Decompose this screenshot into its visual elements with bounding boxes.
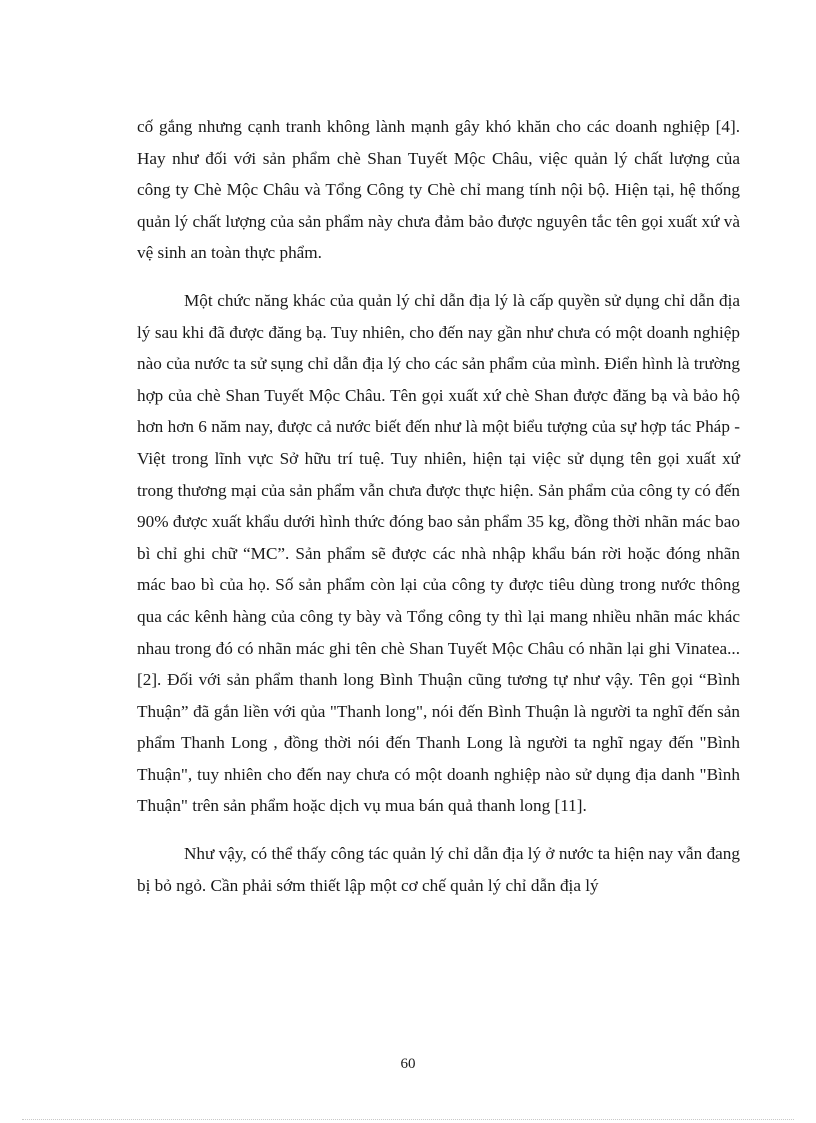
body-text (137, 111, 740, 901)
paragraph-1: cố gắng nhưng cạnh tranh không lành mạnh gây khó khăn cho các doanh nghiệp [4]. Hay như đối với sản phẩm chè Shan Tuyết Mộc Châu, việc quản lý chất lượng của công ty Chè Mộc Châu và Tổng Công ty Chè chỉ mang tính nội bộ. Hiện tại, hệ thống quản lý chất lượng của sản phẩm này chưa đảm bảo được nguyên tắc tên gọi xuất xứ và vệ sinh an toàn thực phẩm. (137, 117, 740, 263)
page-bottom-divider (22, 1119, 794, 1120)
page-number: 60 (400, 1056, 416, 1072)
paragraph-2: Một chức năng khác của quản lý chỉ dẫn địa lý là cấp quyền sử dụng chỉ dẫn địa lý sau khi đã được đăng bạ. Tuy nhiên, cho đến nay gần như chưa có một doanh nghiệp nào của nước ta sử sụng chỉ dẫn địa lý cho các sản phẩm của mình. Điển hình là trường hợp của chè Shan Tuyết Mộc Châu. Tên gọi xuất xứ chè Shan được đăng bạ và bảo hộ hơn hơn 6 năm nay, được cả nước biết đến như là một biểu tượng của sự hợp tác Pháp - Việt trong lĩnh vực Sở hữu trí tuệ. Tuy nhiên, hiện tại việc sử dụng tên gọi xuất xứ trong thương mại của sản phẩm vẫn chưa được thực hiện. Sản phẩm của công ty có đến 90% được xuất khẩu dưới hình thức đóng bao sản phẩm 35 kg, đồng thời nhãn mác bao bì chỉ ghi chữ “MC”. Sản phẩm sẽ được các nhà nhập khẩu bán rời hoặc đóng nhãn mác bao bì của họ. Số sản phẩm còn lại của công ty được tiêu dùng trong nước thông qua các kênh hàng của công ty bày và Tổng công ty thì lại mang nhiều nhãn mác khác nhau trong đó có nhãn mác ghi tên chè Shan Tuyết Mộc Châu có nhãn lại ghi Vinatea...[2]. Đối với sản phẩm thanh long Bình Thuận cũng tương tự như vậy. Tên gọi “Bình Thuận” đã gắn liền với qủa "Thanh long", nói đến Bình Thuận là người ta nghĩ đến sản phẩm Thanh Long , đồng thời nói đến Thanh Long là người ta nghĩ ngay đến "Bình Thuận", tuy nhiên cho đến nay chưa có một doanh nghiệp nào sử dụng địa danh "Bình Thuận" trên sản phẩm hoặc dịch vụ mua bán quả thanh long [11]. (137, 290, 740, 816)
paragraph-3: Như vậy, có thể thấy công tác quản lý chỉ dẫn địa lý ở nước ta hiện nay vẫn đang bị bỏ ngỏ. Cần phải sớm thiết lập một cơ chế quản lý chỉ dẫn địa lý (137, 844, 740, 895)
